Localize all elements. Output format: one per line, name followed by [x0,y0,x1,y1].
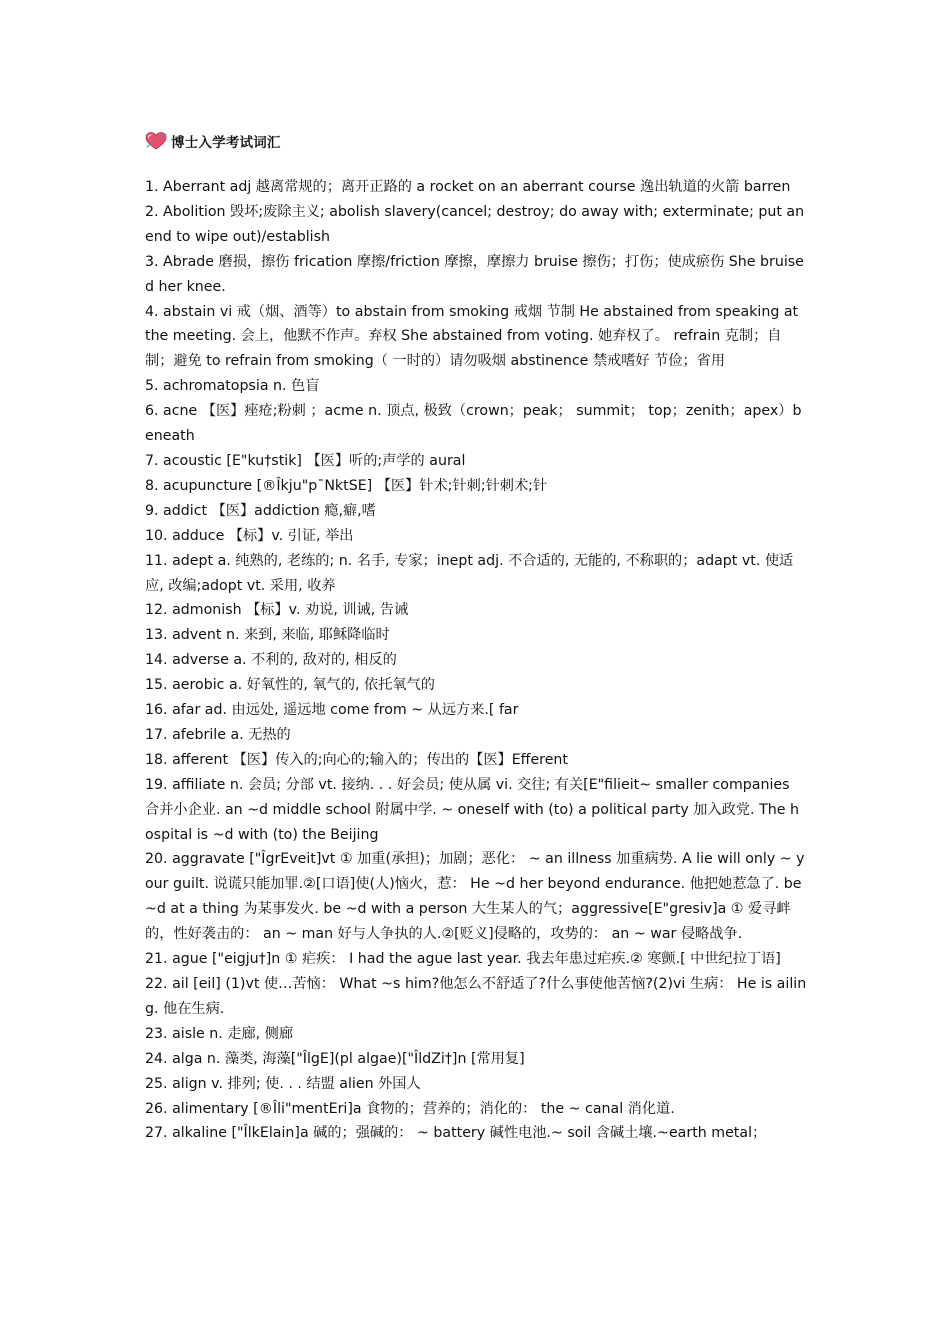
vocabulary-entry: 20. aggravate ["ÎgrEveit]vt ① 加重(承担)；加剧；恶化： ~ an illness 加重病势. A lie will only ~ your guilt. 说谎只能加罪.②[口语]使(人)恼火，惹： He ~d her beyond endurance. 他把她惹急了. be ~d at a thing 为某事发火. be ~d with a person 大生某人的气；aggressive[E"gresiv]a ① 爱寻衅的，性好袭击的： an ~ man 好与人争执的人.②[贬义]侵略的，攻势的： an ~ war 侵略战争. [145,851,805,943]
vocabulary-entry: 19. affiliate n. 会员; 分部 vt. 接纳. . . 好会员; 使从属 vi. 交往; 有关[E"filieit~ smaller companies 合并小企业. an ~d middle school 附属中学. ~ oneself with (to) a political party 加入政党. The hospital is ~d with (to) the Beijing [145,776,799,843]
vocabulary-entry: 7. acoustic [E"ku†stik] 【医】听的;声学的 aural [145,452,466,469]
vocabulary-entry: 15. aerobic a. 好氧性的, 氧气的, 依托氧气的 [145,677,435,694]
vocabulary-entry: 1. Aberrant adj 越离常规的；离开正路的 a rocket on an aberrant course 逸出轨道的火箭 barren [145,179,791,195]
vocabulary-entry: 27. alkaline ["ÎlkElain]a 碱的；强碱的： ~ battery 碱性电池.~ soil 含碱土壤.~earth metal； [145,1125,767,1142]
vocabulary-entry: 12. admonish 【标】v. 劝说, 训诫, 告诫 [145,602,409,619]
vocabulary-entry: 24. alga n. 藻类, 海藻["ÎlgE](pl algae)["ÎldZi†]n [常用复] [145,1050,525,1067]
vocabulary-entry: 23. aisle n. 走廊, 侧廊 [145,1025,294,1042]
vocabulary-entry: 16. afar ad. 由远处, 遥远地 come from ~ 从远方来.[ far [145,702,519,719]
document-page [145,128,807,1146]
vocabulary-entry: 21. ague ["eigju†]n ① 疟疾： I had the ague last year. 我去年患过疟疾.② 寒颤.[ 中世纪拉丁语] [145,951,781,968]
vocabulary-entry: 10. adduce 【标】v. 引证, 举出 [145,527,354,544]
vocabulary-entry: 9. addict 【医】addiction 瘾,癖,嗜 [145,502,376,519]
vocabulary-entry: 8. acupuncture [®Îkju"p¯NktSE] 【医】针术;针刺;针刺术;针 [145,477,548,494]
vocabulary-entry: 11. adept a. 纯熟的, 老练的; n. 名手, 专家；inept adj. 不合适的, 无能的, 不称职的；adapt vt. 使适应, 改编;adopt vt. 采用, 收养 [145,552,794,594]
vocabulary-entry: 18. afferent 【医】传入的;向心的;输入的；传出的【医】Efferent [145,751,568,768]
vocabulary-entry: 3. Abrade 磨损，擦伤 frication 摩擦/friction 摩擦，摩擦力 bruise 擦伤；打伤；使成瘀伤 She bruised her knee. [145,253,804,295]
vocabulary-entry: 4. abstain vi 戒（烟、酒等）to abstain from smoking 戒烟 节制 He abstained from speaking at the meeting. 会上，他默不作声。弃权 She abstained from voting. 她弃权了。 refrain 克制；自制；避免 to refrain from smoking（ 一时的）请勿吸烟 abstinence 禁戒嗜好 节俭；省用 [145,303,799,370]
vocabulary-entry: 17. afebrile a. 无热的 [145,726,291,743]
vocabulary-entry: 14. adverse a. 不利的, 敌对的, 相反的 [145,652,397,669]
vocabulary-entry: 25. align v. 排列; 使. . . 结盟 alien 外国人 [145,1075,421,1092]
vocabulary-entry: 13. advent n. 来到, 来临, 耶稣降临时 [145,627,390,644]
vocabulary-entry: 6. acne 【医】痤疮;粉刺 ；acme n. 顶点, 极致（crown；peak； summit； top；zenith；apex）beneath [145,403,802,445]
vocabulary-entry: 22. ail [eil] (1)vt 使…苦恼： What ~s him?他怎么不舒适了?什么事使他苦恼?(2)vi 生病： He is ailing. 他在生病. [145,976,807,1017]
document-title: 博士入学考试词汇 [171,135,281,151]
vocabulary-entry: 5. achromatopsia n. 色盲 [145,378,320,395]
document-header [145,128,807,154]
vocabulary-list [145,175,807,1146]
vocabulary-entry: 26. alimentary [®Îli"mentEri]a 食物的；营养的；消化的： the ~ canal 消化道. [145,1100,675,1117]
heart-icon [145,131,167,151]
vocabulary-entry: 2. Abolition 毁坏;废除主义; abolish slavery(cancel; destroy; do away with; exterminate; put an end to wipe out)/establish [145,203,805,245]
